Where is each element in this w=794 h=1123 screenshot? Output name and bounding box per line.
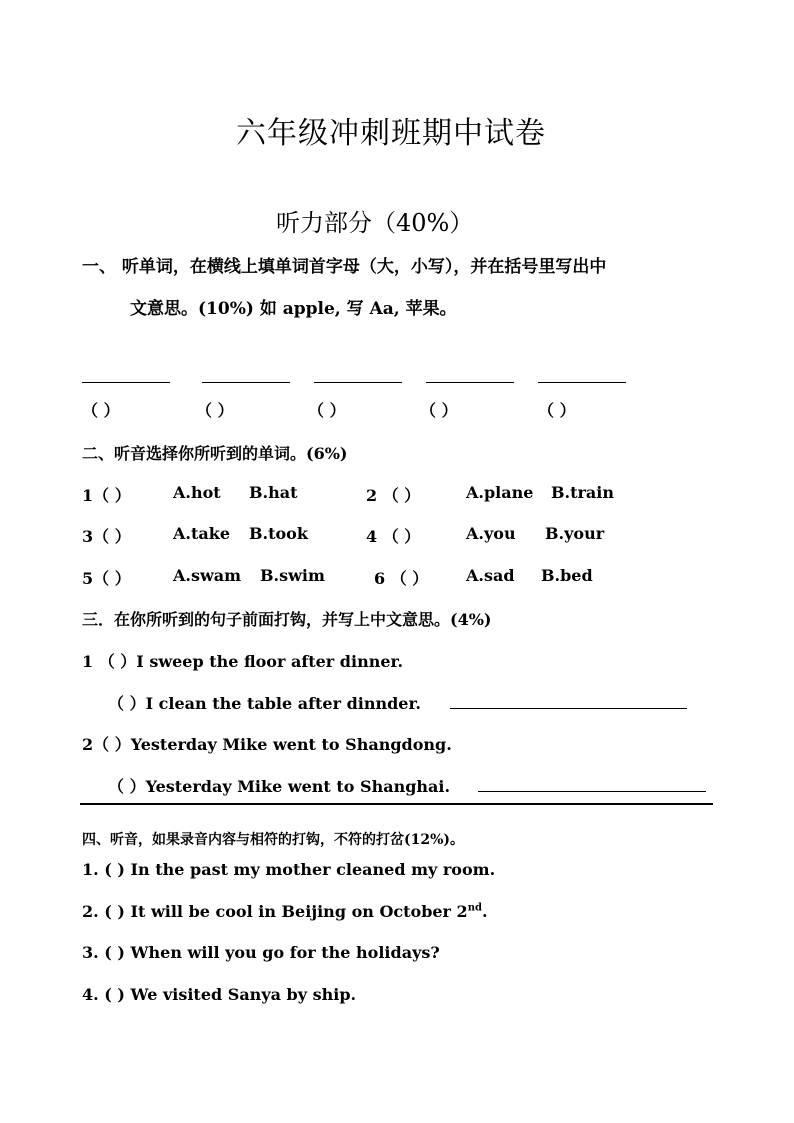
choice-item-3-option-a: A.take [173, 524, 231, 543]
judge-item-2[interactable] [82, 902, 488, 921]
choice-item-1-number[interactable]: 1（ ） [82, 486, 131, 505]
meaning-blank-1b[interactable] [450, 708, 687, 709]
answer-blank-2[interactable] [202, 382, 290, 383]
answer-blank-1[interactable] [82, 382, 170, 383]
choice-item-2-option-b: B.train [551, 483, 614, 502]
section-divider [80, 803, 713, 805]
choice-item-3-number[interactable]: 3（ ） [82, 527, 131, 546]
meaning-blank-2b[interactable] [478, 791, 706, 792]
section4-heading: 四、听音，如果录音内容与相符的打钩，不符的打岔(12%)。 [82, 832, 465, 848]
choice-item-1-option-b: B.hat [249, 483, 298, 502]
choice-item-2-option-a: A.plane [466, 483, 534, 502]
tick-sentence-2a[interactable]: 2（ ）Yesterday Mike went to Shangdong. [82, 735, 452, 754]
tick-sentence-1b[interactable]: （ ）I clean the table after dinnder. [108, 694, 421, 713]
judge-item-1[interactable]: 1. ( ) In the past my mother cleaned my room. [82, 860, 496, 879]
choice-item-4-option-a: A.you [466, 524, 516, 543]
judge-item-2-text: 2. ( ) It will be cool in Beijing on October 2 [82, 902, 468, 921]
answer-blank-3[interactable] [314, 382, 402, 383]
choice-item-4-number[interactable]: 4 （ ） [366, 527, 421, 546]
judge-item-3[interactable]: 3. ( ) When will you go for the holidays? [82, 943, 440, 962]
meaning-paren-5[interactable]: （ ） [538, 401, 576, 420]
choice-item-5-option-b: B.swim [260, 566, 325, 585]
answer-blank-5[interactable] [538, 382, 626, 383]
page-title: 六年级冲刺班期中试卷 [236, 116, 546, 151]
meaning-paren-3[interactable]: （ ） [308, 401, 346, 420]
judge-item-2-suffix: nd [467, 902, 482, 914]
choice-item-3-option-b: B.took [249, 524, 308, 543]
section2-heading: 二、听音选择你所听到的单词。(6%) [82, 444, 348, 463]
choice-item-2-number[interactable]: 2 （ ） [366, 486, 421, 505]
meaning-paren-4[interactable]: （ ） [420, 401, 458, 420]
choice-item-4-option-b: B.your [545, 524, 605, 543]
judge-item-2-end: . [481, 902, 488, 921]
choice-item-6-option-b: B.bed [541, 566, 593, 585]
section1-heading-line1: 一、 听单词，在横线上填单词首字母（大，小写），并在括号里写出中 [82, 257, 607, 277]
answer-blank-4[interactable] [426, 382, 514, 383]
meaning-paren-2[interactable]: （ ） [196, 401, 234, 420]
meaning-paren-1[interactable]: （ ） [82, 401, 120, 420]
section-title-listening: 听力部分（40%） [276, 209, 474, 237]
choice-item-5-option-a: A.swam [173, 566, 242, 585]
tick-sentence-1a[interactable]: 1 （ ）I sweep the floor after dinner. [82, 652, 404, 671]
choice-item-1-option-a: A.hot [173, 483, 221, 502]
choice-item-5-number[interactable]: 5（ ） [82, 569, 131, 588]
section3-heading: 三．在你所听到的句子前面打钩，并写上中文意思。(4%) [82, 610, 492, 629]
section1-heading-line2: 文意思。(10%) 如 apple, 写 Aa, 苹果。 [130, 299, 457, 319]
tick-sentence-2b[interactable]: （ ）Yesterday Mike went to Shanghai. [108, 777, 451, 796]
choice-item-6-option-a: A.sad [466, 566, 515, 585]
choice-item-6-number[interactable]: 6 （ ） [374, 569, 429, 588]
judge-item-4[interactable]: 4. ( ) We visited Sanya by ship. [82, 985, 357, 1004]
